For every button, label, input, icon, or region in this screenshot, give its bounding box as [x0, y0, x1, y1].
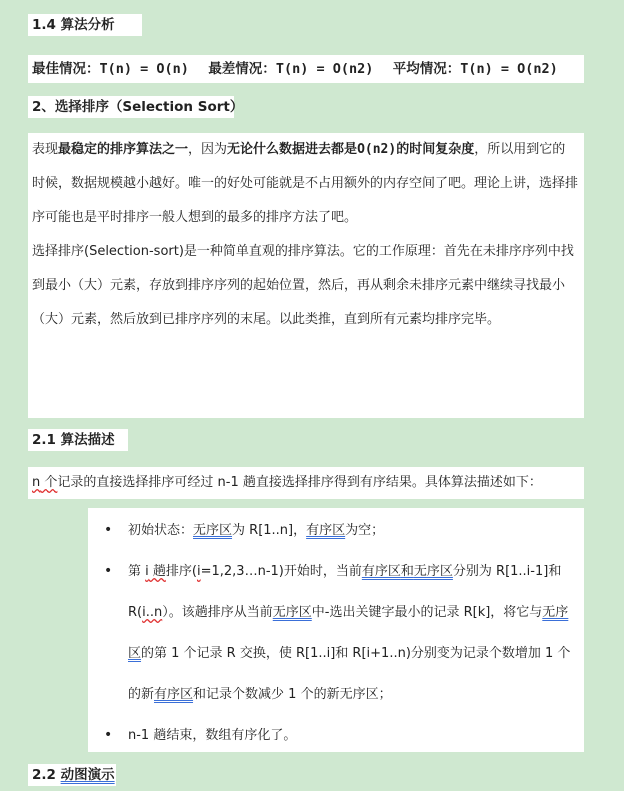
s2-and: 和	[400, 564, 414, 579]
desc-text: 记录的直接选择排序可经过 n-1 趟直接选择排序得到有序结果。具体算法描述如下：	[57, 475, 542, 490]
s2-t4: 排序(	[165, 564, 197, 579]
s2-t18: 和记录个数减少 1 个的新无序区；	[193, 687, 392, 702]
avg-label: 平均情况：	[392, 61, 461, 77]
s3-text: n-1 趟结束，数组有序化了。	[128, 728, 297, 743]
s2-ordered2: 有序区	[154, 687, 194, 702]
s2-i: i	[145, 564, 149, 579]
steps-list-block	[88, 508, 584, 752]
worst-label: 最差情况：	[208, 61, 276, 77]
s1-unordered: 无序区	[193, 523, 233, 538]
s2-unordered3: 无序区	[128, 605, 569, 661]
desc-ge: 个	[40, 475, 58, 490]
desc-n: n	[32, 475, 41, 490]
s2-unordered2: 无序区	[272, 605, 312, 620]
para1-t1: 表现	[32, 142, 59, 157]
s2-t16: 的第 1 个记录 R 交换，使 R[1..i]和 R[i+1..n)分别变为记录个数增加 1 个的新	[128, 646, 571, 702]
best-value: T(n) = O(n)	[99, 61, 189, 77]
worst-value: T(n) = O(n2)	[275, 61, 374, 77]
list-item	[128, 510, 574, 551]
avg-value: T(n) = O(n2)	[460, 61, 558, 77]
complexity-line	[28, 55, 584, 83]
heading-2-1-text: 2.1 算法描述	[32, 432, 115, 448]
heading-2-1	[28, 429, 128, 451]
s2-t1: 第	[128, 564, 146, 579]
s1-ordered: 有序区	[306, 523, 346, 538]
s1-t1: 初始状态：	[128, 523, 194, 538]
para1-t3: ，因为	[188, 142, 228, 157]
steps-list	[88, 510, 584, 756]
s2-t14: 中-选出关键字最小的记录 R[k]，将它与	[311, 605, 543, 620]
paragraph-1	[32, 133, 578, 235]
s2-t10: 分别为 R[1..i-1]和 R(	[128, 564, 562, 620]
list-item	[128, 715, 574, 756]
para1-complexity: O(n2)	[357, 142, 397, 157]
s2-t6: =1,2,3…n-1)开始时，当前	[200, 564, 362, 579]
s1-t5: 为空；	[345, 523, 385, 538]
s2-unordered: 无序区	[413, 564, 453, 579]
s2-i2: i	[196, 564, 201, 579]
para1-bold-any-data: 无论什么数据进去都是	[227, 142, 358, 157]
best-label: 最佳情况：	[32, 61, 100, 77]
para1-bold-stable: 最稳定的排序算法之一	[58, 142, 189, 157]
heading-2-2-text: 动图演示	[60, 767, 115, 783]
para1-bold-time: 的时间复杂度	[396, 142, 475, 157]
paragraph-2: 选择排序(Selection-sort)是一种简单直观的排序算法。它的工作原理：首先在未排序序列中找到最小（大）元素，存放到排序序列的起始位置，然后，再从剩余未排序元素中继续寻找最小（大）元素，然后放到已排序序列的末尾。以此类推，直到所有元素均排序完毕。	[32, 244, 574, 327]
s2-ordered: 有序区	[361, 564, 401, 579]
heading-2	[28, 96, 244, 118]
heading-1-4	[28, 14, 142, 36]
heading-1-4-text: 1.4 算法分析	[32, 17, 115, 33]
intro-paragraphs	[28, 133, 584, 418]
heading-2-2-num: 2.2	[32, 767, 61, 783]
s2-range: i..n	[142, 605, 163, 620]
s2-t12: ）。该趟排序从当前	[162, 605, 273, 620]
heading-2-2	[28, 764, 116, 786]
list-item	[128, 551, 574, 715]
algorithm-description	[28, 467, 584, 499]
para1-t7: ，所以用到它的时候，数据规模越小越好。唯一的好处可能就是不占用额外的内存空间了吧。理论上讲，选择排序可能也是平时排序一般人想到的最多的排序方法了吧。	[32, 142, 579, 225]
s2-tang: 趟	[148, 564, 166, 579]
heading-2-text: 2、选择排序（Selection Sort）	[32, 99, 244, 115]
s1-t3: 为 R[1..n]，	[232, 523, 307, 538]
